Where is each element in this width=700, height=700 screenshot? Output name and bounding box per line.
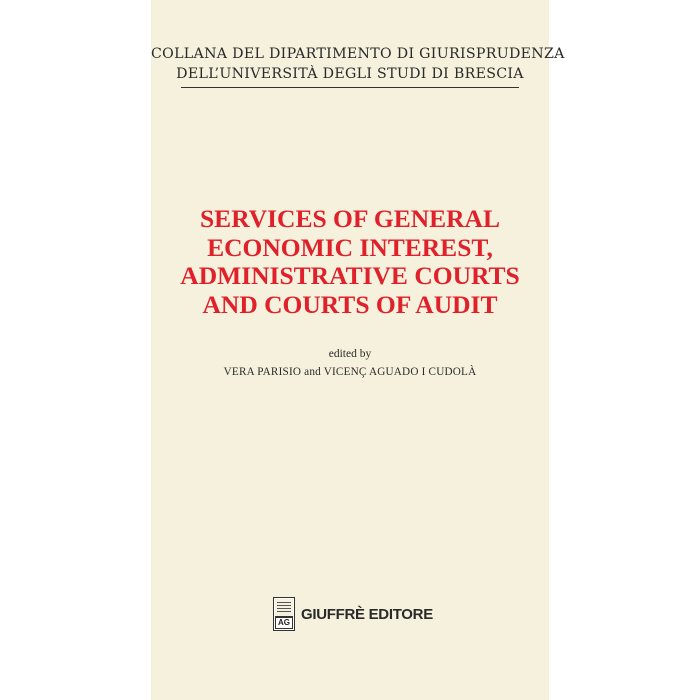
editors-conjunction: and	[304, 366, 321, 378]
publisher-name: GIUFFRÈ EDITORE	[301, 605, 433, 623]
editor-1: VERA PARISIO	[223, 366, 302, 378]
book-title	[151, 205, 549, 319]
title-line-1: SERVICES OF GENERAL	[200, 204, 500, 233]
edited-by-label: edited by	[328, 348, 372, 360]
publisher-logo-mark: AG	[275, 617, 293, 629]
series-name-line-2: DELL’UNIVERSITÀ DEGLI STUDI DI BRESCIA	[176, 66, 524, 82]
publisher-logo-icon	[273, 597, 295, 631]
title-line-4: AND COURTS OF AUDIT	[202, 289, 498, 319]
publisher	[273, 597, 433, 631]
editors	[151, 366, 549, 378]
title-line-3: ADMINISTRATIVE COURTS	[180, 261, 520, 291]
publisher-logo-header	[275, 599, 293, 617]
editor-2: VICENÇ AGUADO I CUDOLÀ	[323, 366, 477, 378]
series-name-line-1: COLLANA DEL DIPARTIMENTO DI GIURISPRUDENZA	[151, 46, 565, 62]
series-divider	[181, 87, 519, 88]
title-line-2: ECONOMIC INTEREST,	[207, 232, 493, 262]
book-cover	[151, 0, 565, 700]
